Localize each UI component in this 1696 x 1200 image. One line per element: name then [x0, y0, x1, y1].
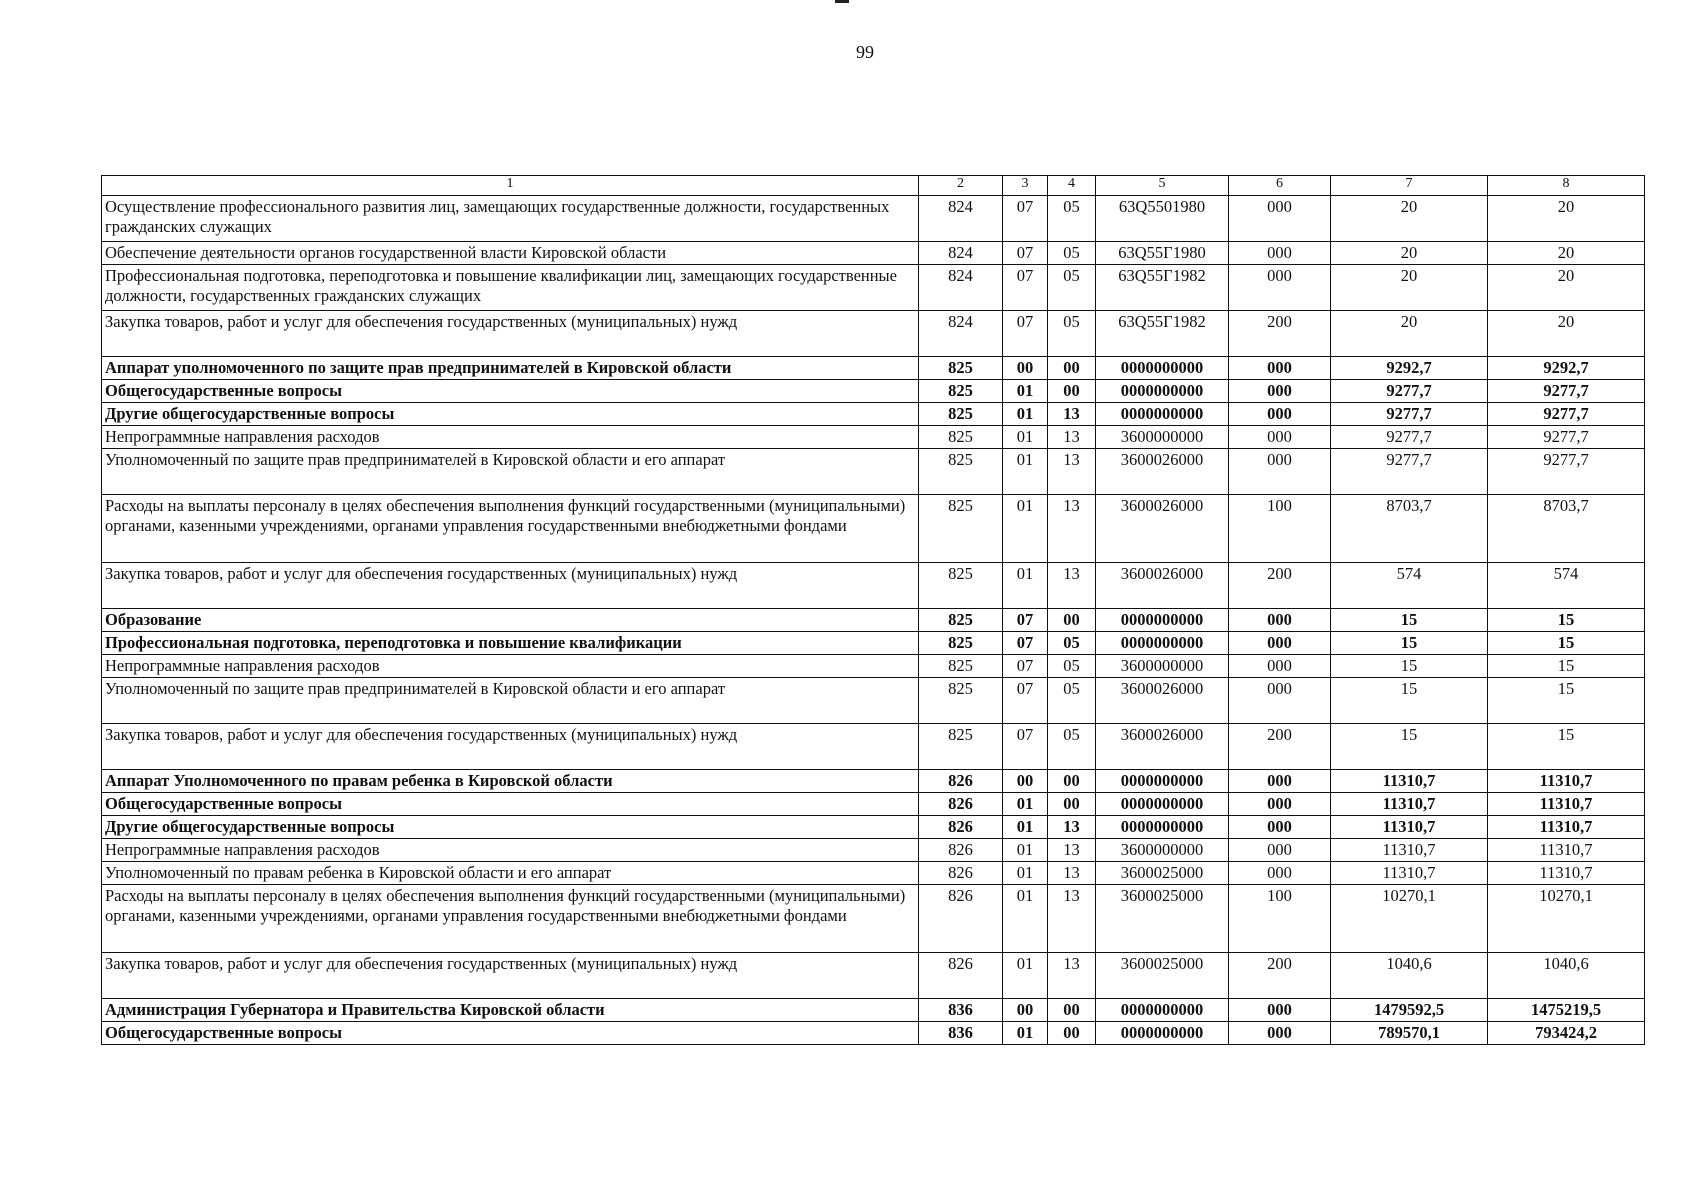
- cell-amount-col7: 8703,7: [1331, 495, 1488, 563]
- cell-name: Общегосударственные вопросы: [102, 1022, 919, 1045]
- cell-target-article: 3600000000: [1096, 839, 1229, 862]
- cell-amount-col7: 15: [1331, 632, 1488, 655]
- cell-amount-col7: 20: [1331, 265, 1488, 311]
- cell-name: Образование: [102, 609, 919, 632]
- table-row: [102, 1022, 1645, 1045]
- cell-section: 07: [1003, 196, 1048, 242]
- cell-name: Закупка товаров, работ и услуг для обеспечения государственных (муниципальных) нужд: [102, 724, 919, 770]
- header-cell-4: 4: [1048, 176, 1096, 196]
- cell-subsection: 13: [1048, 403, 1096, 426]
- cell-expense-type: 000: [1229, 426, 1331, 449]
- cell-section: 01: [1003, 953, 1048, 999]
- cell-section: 01: [1003, 816, 1048, 839]
- cell-expense-type: 000: [1229, 770, 1331, 793]
- cell-amount-col8: 9277,7: [1488, 426, 1645, 449]
- cell-expense-type: 000: [1229, 357, 1331, 380]
- cell-subsection: 00: [1048, 609, 1096, 632]
- table-row: [102, 196, 1645, 242]
- header-cell-7: 7: [1331, 176, 1488, 196]
- cell-expense-type: 000: [1229, 839, 1331, 862]
- cell-expense-type: 100: [1229, 495, 1331, 563]
- cell-amount-col8: 15: [1488, 632, 1645, 655]
- cell-name: Непрограммные направления расходов: [102, 655, 919, 678]
- header-cell-1: 1: [102, 176, 919, 196]
- cell-expense-type: 000: [1229, 655, 1331, 678]
- cell-target-article: 3600025000: [1096, 885, 1229, 953]
- cell-admin-code: 824: [919, 196, 1003, 242]
- table-row: [102, 839, 1645, 862]
- cell-name: Осуществление профессионального развития лиц, замещающих государственные должности, государственных гражданских служащих: [102, 196, 919, 242]
- cell-amount-col7: 15: [1331, 655, 1488, 678]
- cell-subsection: 13: [1048, 862, 1096, 885]
- cell-section: 00: [1003, 357, 1048, 380]
- cell-admin-code: 825: [919, 563, 1003, 609]
- cell-target-article: 63Q5501980: [1096, 196, 1229, 242]
- cell-section: 01: [1003, 426, 1048, 449]
- cell-expense-type: 000: [1229, 632, 1331, 655]
- cell-amount-col8: 11310,7: [1488, 839, 1645, 862]
- cell-section: 01: [1003, 885, 1048, 953]
- cell-target-article: 3600025000: [1096, 862, 1229, 885]
- cell-amount-col8: 15: [1488, 655, 1645, 678]
- table-row: [102, 495, 1645, 563]
- cell-subsection: 13: [1048, 563, 1096, 609]
- table-row: [102, 678, 1645, 724]
- table-row: [102, 724, 1645, 770]
- cell-name: Другие общегосударственные вопросы: [102, 816, 919, 839]
- cell-section: 01: [1003, 403, 1048, 426]
- table-row: [102, 265, 1645, 311]
- table-row: [102, 609, 1645, 632]
- cell-target-article: 3600000000: [1096, 426, 1229, 449]
- cell-section: 07: [1003, 678, 1048, 724]
- cell-expense-type: 200: [1229, 311, 1331, 357]
- cell-amount-col8: 9277,7: [1488, 403, 1645, 426]
- cell-admin-code: 825: [919, 403, 1003, 426]
- cell-amount-col7: 15: [1331, 678, 1488, 724]
- cell-subsection: 05: [1048, 242, 1096, 265]
- cell-target-article: 63Q55Г1982: [1096, 265, 1229, 311]
- cell-admin-code: 826: [919, 885, 1003, 953]
- header-cell-3: 3: [1003, 176, 1048, 196]
- cell-expense-type: 000: [1229, 862, 1331, 885]
- cell-target-article: 0000000000: [1096, 357, 1229, 380]
- cell-section: 01: [1003, 839, 1048, 862]
- cell-subsection: 13: [1048, 426, 1096, 449]
- cell-subsection: 00: [1048, 1022, 1096, 1045]
- cell-amount-col7: 20: [1331, 242, 1488, 265]
- cell-subsection: 00: [1048, 357, 1096, 380]
- cell-amount-col7: 11310,7: [1331, 839, 1488, 862]
- cell-name: Уполномоченный по защите прав предпринимателей в Кировской области и его аппарат: [102, 449, 919, 495]
- cell-target-article: 63Q55Г1982: [1096, 311, 1229, 357]
- table-row: [102, 862, 1645, 885]
- cell-amount-col7: 10270,1: [1331, 885, 1488, 953]
- cell-amount-col8: 11310,7: [1488, 816, 1645, 839]
- cell-expense-type: 200: [1229, 724, 1331, 770]
- cell-subsection: 05: [1048, 265, 1096, 311]
- scan-mark: [835, 0, 849, 3]
- cell-subsection: 13: [1048, 885, 1096, 953]
- table-row: [102, 655, 1645, 678]
- cell-amount-col7: 15: [1331, 609, 1488, 632]
- cell-section: 01: [1003, 380, 1048, 403]
- cell-admin-code: 824: [919, 265, 1003, 311]
- cell-amount-col8: 20: [1488, 311, 1645, 357]
- cell-amount-col8: 11310,7: [1488, 862, 1645, 885]
- cell-admin-code: 825: [919, 609, 1003, 632]
- cell-amount-col8: 11310,7: [1488, 770, 1645, 793]
- cell-target-article: 63Q55Г1980: [1096, 242, 1229, 265]
- cell-admin-code: 826: [919, 953, 1003, 999]
- cell-subsection: 05: [1048, 678, 1096, 724]
- cell-amount-col8: 8703,7: [1488, 495, 1645, 563]
- cell-admin-code: 826: [919, 816, 1003, 839]
- cell-amount-col7: 9277,7: [1331, 449, 1488, 495]
- table-row: [102, 403, 1645, 426]
- cell-name: Расходы на выплаты персоналу в целях обеспечения выполнения функций государственными (муниципальными) органами, казенными учреждениями, органами управления государственными внебюджетными фондами: [102, 495, 919, 563]
- cell-amount-col7: 20: [1331, 311, 1488, 357]
- cell-section: 07: [1003, 265, 1048, 311]
- cell-target-article: 0000000000: [1096, 609, 1229, 632]
- cell-expense-type: 000: [1229, 999, 1331, 1022]
- cell-amount-col7: 789570,1: [1331, 1022, 1488, 1045]
- cell-admin-code: 825: [919, 678, 1003, 724]
- table-row: [102, 426, 1645, 449]
- cell-target-article: 3600000000: [1096, 655, 1229, 678]
- cell-name: Другие общегосударственные вопросы: [102, 403, 919, 426]
- cell-amount-col8: 793424,2: [1488, 1022, 1645, 1045]
- cell-name: Администрация Губернатора и Правительства Кировской области: [102, 999, 919, 1022]
- cell-target-article: 3600026000: [1096, 495, 1229, 563]
- cell-admin-code: 825: [919, 655, 1003, 678]
- table-row: [102, 816, 1645, 839]
- cell-section: 00: [1003, 999, 1048, 1022]
- cell-target-article: 0000000000: [1096, 403, 1229, 426]
- cell-amount-col8: 15: [1488, 609, 1645, 632]
- cell-amount-col8: 1040,6: [1488, 953, 1645, 999]
- budget-table: [101, 175, 1645, 1045]
- cell-section: 07: [1003, 242, 1048, 265]
- cell-amount-col7: 1040,6: [1331, 953, 1488, 999]
- cell-target-article: 0000000000: [1096, 793, 1229, 816]
- cell-amount-col7: 9277,7: [1331, 403, 1488, 426]
- cell-subsection: 00: [1048, 380, 1096, 403]
- cell-section: 07: [1003, 609, 1048, 632]
- table-row: [102, 380, 1645, 403]
- cell-admin-code: 825: [919, 449, 1003, 495]
- cell-name: Общегосударственные вопросы: [102, 793, 919, 816]
- cell-target-article: 3600026000: [1096, 678, 1229, 724]
- cell-subsection: 00: [1048, 999, 1096, 1022]
- cell-amount-col7: 574: [1331, 563, 1488, 609]
- cell-admin-code: 825: [919, 357, 1003, 380]
- cell-amount-col7: 1479592,5: [1331, 999, 1488, 1022]
- cell-name: Обеспечение деятельности органов государственной власти Кировской области: [102, 242, 919, 265]
- cell-expense-type: 000: [1229, 242, 1331, 265]
- header-cell-2: 2: [919, 176, 1003, 196]
- cell-target-article: 3600026000: [1096, 563, 1229, 609]
- cell-expense-type: 200: [1229, 563, 1331, 609]
- cell-admin-code: 825: [919, 724, 1003, 770]
- cell-subsection: 05: [1048, 632, 1096, 655]
- cell-section: 01: [1003, 449, 1048, 495]
- cell-amount-col7: 11310,7: [1331, 793, 1488, 816]
- table-row: [102, 999, 1645, 1022]
- cell-target-article: 0000000000: [1096, 380, 1229, 403]
- cell-amount-col7: 9277,7: [1331, 426, 1488, 449]
- cell-amount-col7: 11310,7: [1331, 816, 1488, 839]
- cell-amount-col7: 11310,7: [1331, 862, 1488, 885]
- cell-admin-code: 826: [919, 862, 1003, 885]
- cell-subsection: 05: [1048, 655, 1096, 678]
- table-row: [102, 357, 1645, 380]
- cell-subsection: 05: [1048, 196, 1096, 242]
- cell-name: Непрограммные направления расходов: [102, 839, 919, 862]
- cell-admin-code: 836: [919, 1022, 1003, 1045]
- cell-admin-code: 826: [919, 770, 1003, 793]
- cell-section: 00: [1003, 770, 1048, 793]
- cell-expense-type: 200: [1229, 953, 1331, 999]
- cell-name: Профессиональная подготовка, переподготовка и повышение квалификации лиц, замещающих государственные должности, государственных гражданских служащих: [102, 265, 919, 311]
- cell-name: Закупка товаров, работ и услуг для обеспечения государственных (муниципальных) нужд: [102, 311, 919, 357]
- cell-amount-col8: 9277,7: [1488, 380, 1645, 403]
- table-row: [102, 885, 1645, 953]
- cell-amount-col7: 11310,7: [1331, 770, 1488, 793]
- cell-section: 01: [1003, 862, 1048, 885]
- cell-subsection: 13: [1048, 816, 1096, 839]
- cell-subsection: 13: [1048, 953, 1096, 999]
- cell-section: 07: [1003, 311, 1048, 357]
- cell-section: 01: [1003, 1022, 1048, 1045]
- cell-name: Уполномоченный по правам ребенка в Кировской области и его аппарат: [102, 862, 919, 885]
- table-body: [102, 176, 1645, 1045]
- cell-expense-type: 000: [1229, 265, 1331, 311]
- cell-amount-col8: 1475219,5: [1488, 999, 1645, 1022]
- cell-expense-type: 000: [1229, 609, 1331, 632]
- cell-name: Расходы на выплаты персоналу в целях обеспечения выполнения функций государственными (муниципальными) органами, казенными учреждениями, органами управления государственными внебюджетными фондами: [102, 885, 919, 953]
- cell-amount-col7: 20: [1331, 196, 1488, 242]
- cell-admin-code: 825: [919, 380, 1003, 403]
- cell-amount-col8: 20: [1488, 196, 1645, 242]
- cell-subsection: 00: [1048, 770, 1096, 793]
- cell-section: 07: [1003, 724, 1048, 770]
- table-row: [102, 793, 1645, 816]
- cell-subsection: 13: [1048, 839, 1096, 862]
- cell-amount-col7: 9292,7: [1331, 357, 1488, 380]
- cell-expense-type: 000: [1229, 196, 1331, 242]
- table-row: [102, 770, 1645, 793]
- table-row: [102, 953, 1645, 999]
- table-row: [102, 242, 1645, 265]
- cell-admin-code: 825: [919, 495, 1003, 563]
- cell-admin-code: 826: [919, 839, 1003, 862]
- cell-expense-type: 000: [1229, 403, 1331, 426]
- cell-target-article: 0000000000: [1096, 999, 1229, 1022]
- cell-name: Профессиональная подготовка, переподготовка и повышение квалификации: [102, 632, 919, 655]
- cell-expense-type: 000: [1229, 816, 1331, 839]
- cell-amount-col8: 574: [1488, 563, 1645, 609]
- cell-name: Непрограммные направления расходов: [102, 426, 919, 449]
- cell-target-article: 0000000000: [1096, 816, 1229, 839]
- cell-admin-code: 836: [919, 999, 1003, 1022]
- cell-expense-type: 000: [1229, 678, 1331, 724]
- cell-name: Закупка товаров, работ и услуг для обеспечения государственных (муниципальных) нужд: [102, 953, 919, 999]
- cell-subsection: 13: [1048, 495, 1096, 563]
- cell-section: 07: [1003, 632, 1048, 655]
- cell-target-article: 3600025000: [1096, 953, 1229, 999]
- cell-expense-type: 000: [1229, 380, 1331, 403]
- cell-subsection: 00: [1048, 793, 1096, 816]
- cell-amount-col8: 20: [1488, 265, 1645, 311]
- cell-name: Аппарат Уполномоченного по правам ребенка в Кировской области: [102, 770, 919, 793]
- table-row: [102, 311, 1645, 357]
- cell-amount-col7: 9277,7: [1331, 380, 1488, 403]
- cell-admin-code: 825: [919, 426, 1003, 449]
- cell-expense-type: 000: [1229, 449, 1331, 495]
- cell-name: Уполномоченный по защите прав предпринимателей в Кировской области и его аппарат: [102, 678, 919, 724]
- table-row: [102, 632, 1645, 655]
- cell-name: Общегосударственные вопросы: [102, 380, 919, 403]
- cell-amount-col8: 9292,7: [1488, 357, 1645, 380]
- cell-amount-col8: 15: [1488, 678, 1645, 724]
- cell-subsection: 05: [1048, 724, 1096, 770]
- cell-target-article: 3600026000: [1096, 449, 1229, 495]
- header-cell-6: 6: [1229, 176, 1331, 196]
- cell-amount-col8: 20: [1488, 242, 1645, 265]
- cell-expense-type: 000: [1229, 793, 1331, 816]
- cell-name: Аппарат уполномоченного по защите прав предпринимателей в Кировской области: [102, 357, 919, 380]
- cell-subsection: 13: [1048, 449, 1096, 495]
- page-number: 99: [856, 42, 874, 62]
- cell-target-article: 0000000000: [1096, 1022, 1229, 1045]
- cell-admin-code: 826: [919, 793, 1003, 816]
- cell-section: 07: [1003, 655, 1048, 678]
- cell-target-article: 3600026000: [1096, 724, 1229, 770]
- cell-target-article: 0000000000: [1096, 770, 1229, 793]
- cell-section: 01: [1003, 793, 1048, 816]
- header-cell-5: 5: [1096, 176, 1229, 196]
- table-row: [102, 449, 1645, 495]
- cell-section: 01: [1003, 495, 1048, 563]
- cell-section: 01: [1003, 563, 1048, 609]
- cell-amount-col8: 15: [1488, 724, 1645, 770]
- cell-admin-code: 824: [919, 311, 1003, 357]
- cell-expense-type: 000: [1229, 1022, 1331, 1045]
- cell-amount-col8: 11310,7: [1488, 793, 1645, 816]
- cell-amount-col8: 10270,1: [1488, 885, 1645, 953]
- cell-name: Закупка товаров, работ и услуг для обеспечения государственных (муниципальных) нужд: [102, 563, 919, 609]
- cell-subsection: 05: [1048, 311, 1096, 357]
- cell-admin-code: 825: [919, 632, 1003, 655]
- table-row: [102, 563, 1645, 609]
- cell-amount-col7: 15: [1331, 724, 1488, 770]
- cell-amount-col8: 9277,7: [1488, 449, 1645, 495]
- header-cell-8: 8: [1488, 176, 1645, 196]
- table-header-row: [102, 176, 1645, 196]
- cell-expense-type: 100: [1229, 885, 1331, 953]
- cell-target-article: 0000000000: [1096, 632, 1229, 655]
- cell-admin-code: 824: [919, 242, 1003, 265]
